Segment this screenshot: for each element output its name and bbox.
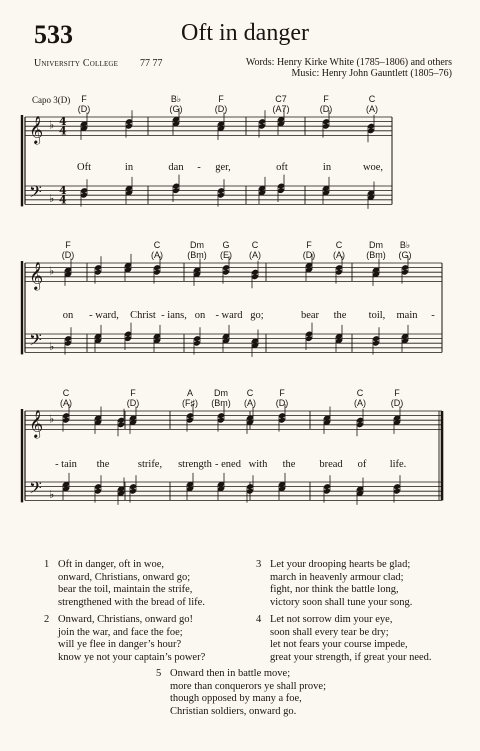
lyric-syllable: life. (389, 459, 407, 470)
verse-block (256, 614, 432, 664)
chord-symbol: C (A) (60, 388, 72, 408)
lyric-syllable: oft (276, 162, 288, 173)
chord-symbol: C (A) (244, 388, 256, 408)
treble-clef: 𝄞 (29, 261, 44, 290)
verse-number: 3 (256, 559, 262, 570)
bass-clef: 𝄢 (29, 477, 42, 502)
lyric-syllable: - (197, 162, 201, 173)
lyric-syllable: - ward (215, 310, 243, 321)
chord-symbol: F (D) (275, 388, 289, 408)
lyric-syllable: bear (300, 310, 320, 321)
verse-line: more than conquerors ye shall prove; (170, 680, 326, 692)
tune-name: University College (34, 58, 119, 69)
verse-line: Oft in danger, oft in woe, (58, 559, 165, 570)
words-credit: Words: Henry Kirke White (1785–1806) and others (245, 57, 452, 68)
verse-line: know ye not your captain’s power? (58, 651, 206, 663)
flat-sign: ♭ (49, 488, 55, 502)
lyric-syllable: in (322, 162, 332, 173)
lyric-syllable: dan (168, 162, 184, 173)
time-signature: 4 (59, 184, 67, 198)
time-signature: 4 (59, 124, 67, 138)
chord-symbol: C (A) (249, 240, 261, 260)
verse-line: onward, Christians, onward go; (58, 571, 191, 583)
bass-clef: 𝄢 (29, 329, 42, 354)
chord-symbol: F (D) (77, 94, 91, 114)
verse-line: Christian soldiers, onward go. (170, 705, 297, 717)
verse-block (44, 614, 205, 664)
chord-symbol: F (D) (61, 240, 75, 260)
lyric-syllable: strife, (137, 459, 163, 470)
lyric-syllable: - ward, (89, 310, 119, 321)
chord-symbol: F (D) (214, 94, 228, 114)
lyric-syllable: go; (250, 310, 264, 321)
lyric-syllable: Oft (77, 162, 91, 173)
chord-symbol: F (D) (302, 240, 316, 260)
verse-line: Onward, Christians, onward go! (58, 614, 194, 625)
verse-line: bear the toil, maintain the strife, (58, 584, 193, 595)
lyric-syllable: - ians, (161, 310, 187, 321)
verse-block (156, 668, 326, 718)
verse-number: 2 (44, 614, 50, 625)
verse-line: soon shall every tear be dry; (270, 626, 389, 638)
verse-line: victory soon shall tune your song. (270, 596, 413, 608)
verse-number: 4 (256, 614, 262, 625)
lyric-syllable: - ened (215, 459, 241, 470)
flat-sign: ♭ (49, 192, 55, 206)
lyric-syllable: strength (178, 459, 212, 470)
verse-block (256, 559, 412, 609)
flat-sign: ♭ (49, 264, 55, 278)
treble-clef: 𝄞 (29, 115, 44, 144)
lyric-syllable: main (396, 310, 418, 321)
lyric-syllable: Christ (130, 310, 156, 321)
verse-line: fight, nor think the battle long, (270, 584, 399, 595)
meter: 77 77 (140, 58, 163, 69)
lyric-syllable: on (62, 310, 74, 321)
lyric-syllable: toil, (368, 310, 386, 321)
chord-symbol: C (A) (333, 240, 345, 260)
chord-symbol: C (A) (366, 94, 378, 114)
bass-clef: 𝄢 (29, 181, 42, 206)
treble-clef: 𝄞 (29, 409, 44, 438)
lyric-syllable: - tain (55, 459, 77, 470)
hymn-number: 533 (34, 20, 73, 49)
verse-line: though opposed by many a foe, (170, 693, 302, 704)
chord-symbol: A (F♯) (182, 388, 198, 408)
verse-line: Onward then in battle move; (170, 668, 291, 679)
lyric-syllable: the (282, 459, 296, 470)
chord-symbol: F (D) (319, 94, 333, 114)
verse-line: join the war, and face the foe; (58, 626, 183, 638)
lyric-syllable: of (357, 459, 367, 470)
lyric-syllable: woe, (362, 162, 384, 173)
lyric-syllable: the (333, 310, 347, 321)
flat-sign: ♭ (49, 412, 55, 426)
lyric-syllable: in (124, 162, 134, 173)
lyric-syllable: - (431, 310, 435, 321)
verse-block (44, 559, 205, 609)
lyric-syllable: on (194, 310, 206, 321)
capo-note: Capo 3(D) (32, 95, 71, 105)
chord-symbol: C (A) (354, 388, 366, 408)
chord-symbol: Dm (Bm) (211, 388, 231, 408)
chord-symbol: B♭ (G) (169, 94, 183, 114)
verse-line: great your strength, if great your need. (270, 651, 432, 663)
chord-symbol: Dm (Bm) (366, 240, 386, 260)
chord-symbol: F (D) (126, 388, 140, 408)
hymn-title: Oft in danger (181, 20, 309, 46)
lyric-syllable: the (96, 459, 110, 470)
verse-line: march in heavenly armour clad; (270, 571, 404, 583)
time-signature: 4 (59, 115, 67, 129)
verse-number: 5 (156, 668, 162, 679)
verse-number: 1 (44, 559, 50, 570)
verse-line: strengthened with the bread of life. (58, 596, 205, 608)
lyric-syllable: ger, (215, 162, 231, 173)
chord-symbol: G (E) (220, 240, 232, 260)
flat-sign: ♭ (49, 118, 55, 132)
chord-symbol: B♭ (G) (398, 240, 412, 260)
music-credit: Music: Henry John Gauntlett (1805–76) (291, 68, 452, 79)
verse-line: Let your drooping hearts be glad; (270, 559, 411, 570)
lyric-syllable: bread (319, 459, 343, 470)
chord-symbol: Dm (Bm) (187, 240, 207, 260)
verse-line: will ye flee in danger’s hour? (58, 639, 182, 650)
chord-symbol: C7 (A7) (272, 94, 290, 114)
lyric-syllable: with (248, 459, 268, 470)
flat-sign: ♭ (49, 340, 55, 354)
time-signature: 4 (59, 193, 67, 207)
verse-line: Let not sorrow dim your eye, (270, 614, 393, 625)
verse-line: let not fears your course impede, (270, 639, 408, 650)
chord-symbol: C (A) (151, 240, 163, 260)
chord-symbol: F (D) (390, 388, 404, 408)
